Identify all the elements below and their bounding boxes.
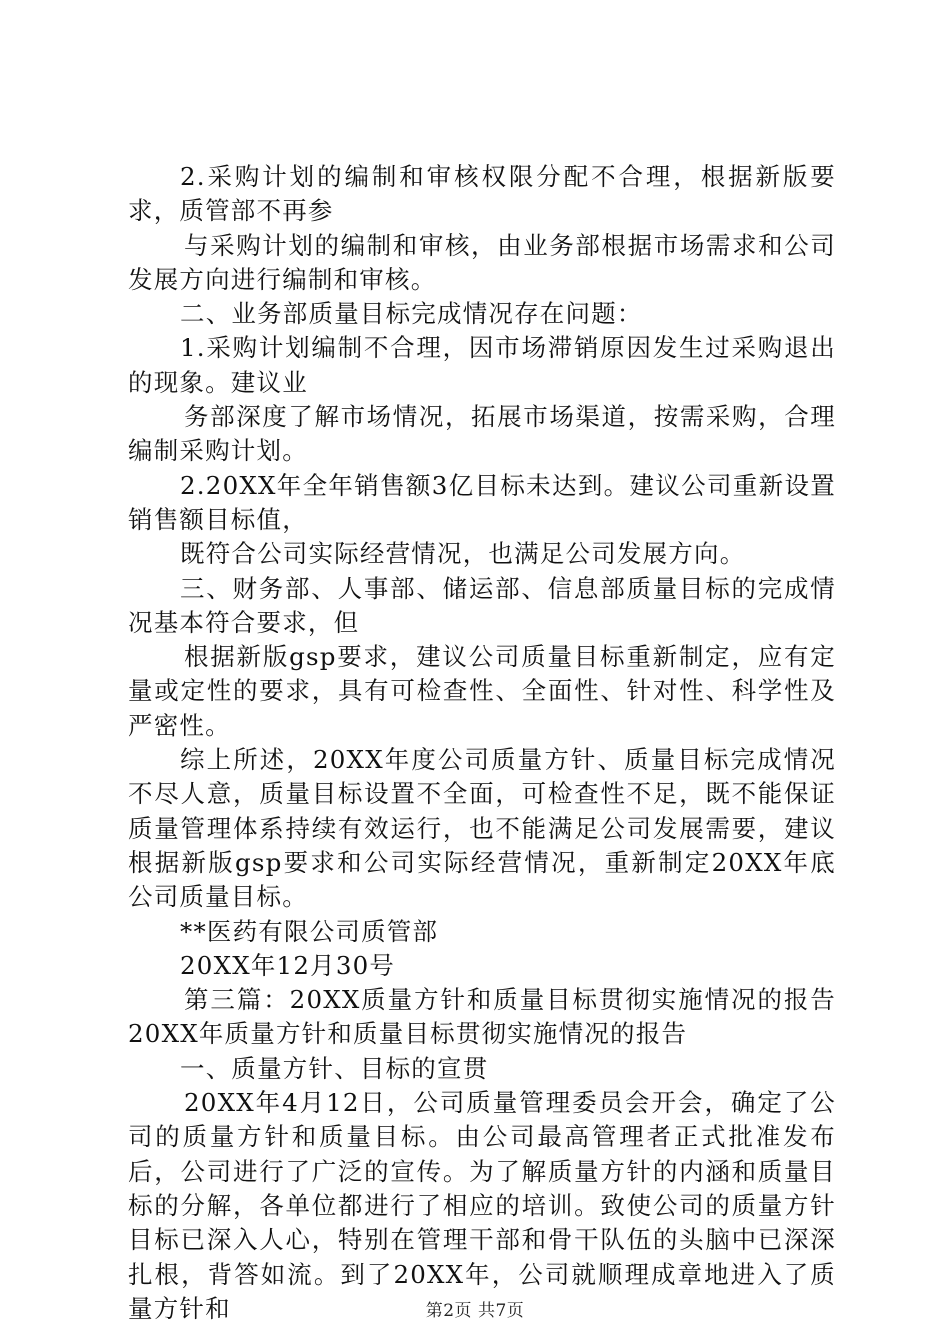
document-body xyxy=(128,160,836,1326)
section-heading: 二、业务部质量目标完成情况存在问题： xyxy=(180,299,643,329)
paragraph: 既符合公司实际经营情况，也满足公司发展方向。 xyxy=(180,539,746,569)
paragraph: 2.采购计划的编制和审核权限分配不合理，根据新版要求，质管部不再参 xyxy=(128,162,836,226)
signature-date: 20XX年12月30号 xyxy=(180,950,396,980)
page-footer: 第2页 共7页 xyxy=(425,1301,525,1321)
paragraph: 根据新版gsp要求，建议公司质量目标重新制定，应有定量或定性的要求，具有可检查性、全面性、针对性、科学性及严密性。 xyxy=(128,642,836,740)
paragraph: 综上所述，20XX年度公司质量方针、质量目标完成情况不尽人意，质量目标设置不全面，可检查性不足，既不能保证质量管理体系持续有效运行，也不能满足公司发展需要，建议根据新版gsp要求和公司实际经营情况，重新制定20XX年底公司质量目标。 xyxy=(128,745,836,912)
paragraph: 20XX年4月12日，公司质量管理委员会开会，确定了公司的质量方针和质量目标。由公司最高管理者正式批准发布后，公司进行了广泛的宣传。为了解质量方针的内涵和质量目标的分解，各单位都进行了相应的培训。致使公司的质量方针目标已深入人心，特别在管理干部和骨干队伍的头脑中已深深扎根，背答如流。到了20XX年，公司就顺理成章地进入了质量方针和 xyxy=(128,1088,836,1323)
paragraph: 务部深度了解市场情况，拓展市场渠道，按需采购，合理编制采购计划。 xyxy=(128,402,836,466)
chapter-title: 第三篇：20XX质量方针和质量目标贯彻实施情况的报告20XX年质量方针和质量目标贯彻实施情况的报告 xyxy=(128,985,836,1049)
paragraph: 1.采购计划编制不合理，因市场滞销原因发生过采购退出的现象。建议业 xyxy=(128,333,836,397)
paragraph: 2.20XX年全年销售额3亿目标未达到。建议公司重新设置销售额目标值， xyxy=(128,470,836,534)
paragraph: 与采购计划的编制和审核，由业务部根据市场需求和公司发展方向进行编制和审核。 xyxy=(128,230,836,294)
section-heading: 三、财务部、人事部、储运部、信息部质量目标的完成情况基本符合要求，但 xyxy=(128,573,836,637)
section-heading: 一、质量方针、目标的宣贯 xyxy=(180,1053,489,1083)
signature-org: **医药有限公司质管部 xyxy=(180,916,439,946)
